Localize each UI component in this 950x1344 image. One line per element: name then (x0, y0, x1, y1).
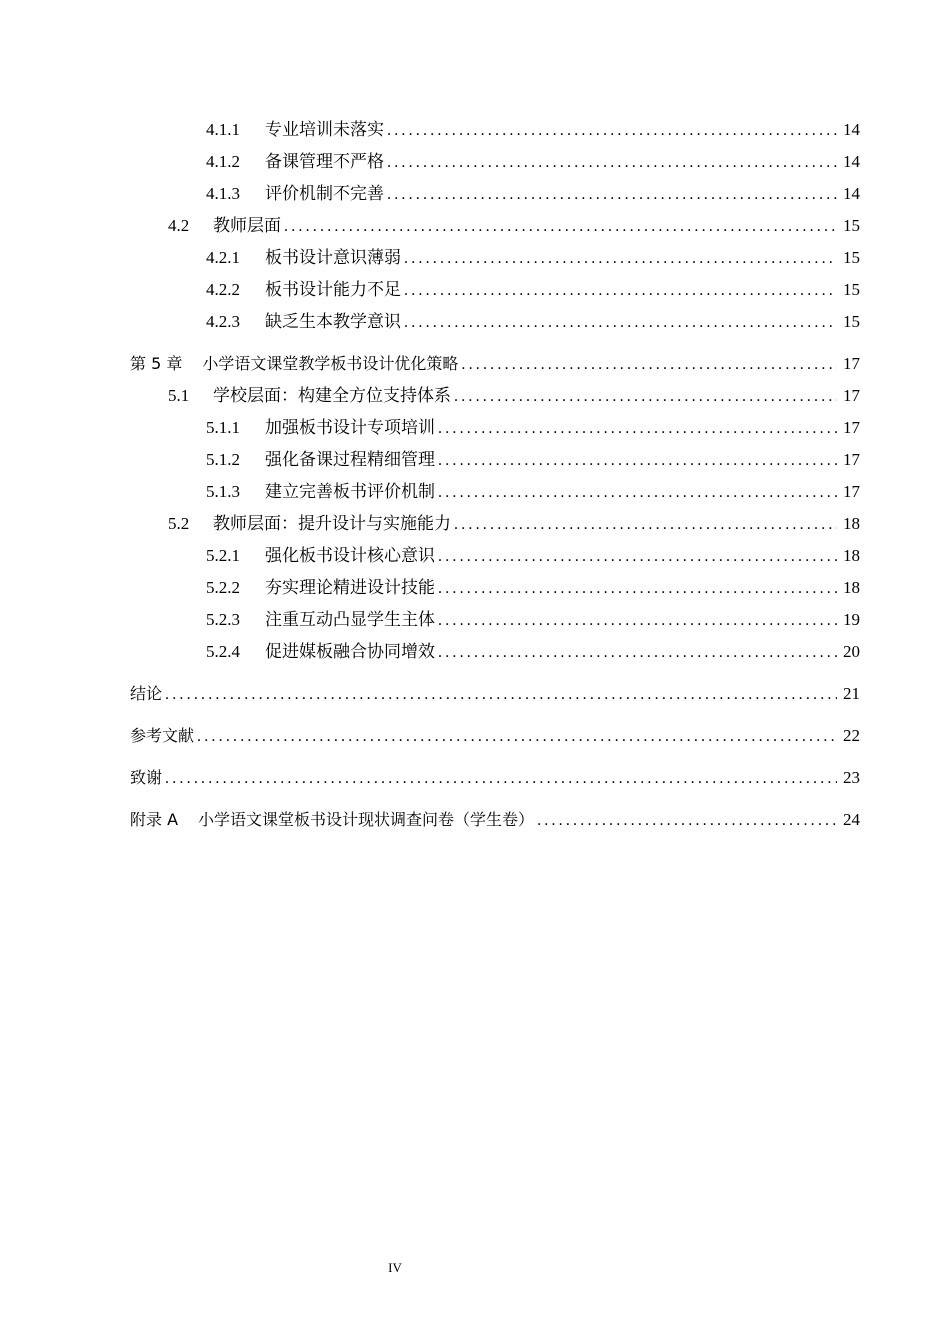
toc-page-number: 17 (843, 450, 860, 469)
dot-leader (165, 763, 837, 795)
dot-leader (461, 349, 837, 381)
toc-entry[interactable] (130, 572, 860, 604)
toc-number: 5.1.1 (206, 418, 240, 437)
toc-page-number: 19 (843, 610, 860, 629)
toc-entry[interactable] (130, 242, 860, 274)
toc-page-number: 17 (843, 354, 860, 373)
dot-leader (537, 805, 837, 837)
dot-leader (438, 445, 837, 477)
toc-number: 5.2.1 (206, 546, 240, 565)
toc-number: 第 5 章 (130, 354, 183, 373)
toc-title: 促进媒板融合协同增效 (265, 642, 435, 661)
toc-entry[interactable] (130, 306, 860, 338)
toc-title: 参考文献 (130, 726, 195, 745)
toc-number: 4.1.3 (206, 184, 240, 203)
toc-chapter-entry[interactable] (130, 762, 860, 794)
dot-leader (438, 605, 837, 637)
toc-entry[interactable] (130, 444, 860, 476)
toc-number: 5.2.3 (206, 610, 240, 629)
toc-entry[interactable] (130, 146, 860, 178)
toc-page-number: 14 (843, 120, 860, 139)
dot-leader (387, 115, 837, 147)
toc-title: 加强板书设计专项培训 (265, 418, 435, 437)
dot-leader (438, 637, 837, 669)
toc-entry[interactable] (130, 604, 860, 636)
toc-entry[interactable] (130, 210, 860, 242)
toc-title: 教师层面：提升设计与实施能力 (213, 514, 451, 533)
toc-chapter-entry[interactable] (130, 720, 860, 752)
toc-entry[interactable] (130, 508, 860, 540)
toc-chapter-entry[interactable] (130, 804, 860, 836)
dot-leader (438, 541, 837, 573)
dot-leader (197, 721, 837, 753)
toc-page-number: 14 (843, 184, 860, 203)
dot-leader (165, 679, 837, 711)
toc-number: 5.2.4 (206, 642, 240, 661)
dot-leader (454, 381, 837, 413)
toc-number: 5.1.2 (206, 450, 240, 469)
toc-number: 4.2 (168, 216, 190, 235)
toc-number: 4.2.1 (206, 248, 240, 267)
toc-entry[interactable] (130, 380, 860, 412)
toc-entry[interactable] (130, 178, 860, 210)
dot-leader (387, 147, 837, 179)
toc-entry[interactable] (130, 476, 860, 508)
toc-page-number: 18 (843, 546, 860, 565)
toc-page-number: 21 (843, 684, 860, 703)
toc-number: 5.2 (168, 514, 190, 533)
toc-title: 缺乏生本教学意识 (265, 312, 401, 331)
dot-leader (438, 413, 837, 445)
dot-leader (404, 307, 837, 339)
toc-title: 专业培训未落实 (265, 120, 384, 139)
toc-page-number: 17 (843, 418, 860, 437)
toc-number: 4.1.2 (206, 152, 240, 171)
toc-entry[interactable] (130, 636, 860, 668)
dot-leader (404, 275, 837, 307)
page-footer-number: IV (388, 1260, 402, 1275)
toc-number: 4.1.1 (206, 120, 240, 139)
toc-entry[interactable] (130, 412, 860, 444)
toc-page-number: 18 (843, 578, 860, 597)
toc-page-number: 15 (843, 312, 860, 331)
dot-leader (454, 509, 837, 541)
toc-title: 评价机制不完善 (265, 184, 384, 203)
toc-title: 夯实理论精进设计技能 (265, 578, 435, 597)
dot-leader (438, 573, 837, 605)
dot-leader (404, 243, 837, 275)
toc-entry[interactable] (130, 540, 860, 572)
toc-title: 学校层面：构建全方位支持体系 (213, 386, 451, 405)
toc-page-number: 18 (843, 514, 860, 533)
toc-number: 4.2.3 (206, 312, 240, 331)
toc-title: 结论 (130, 684, 163, 703)
toc-title: 小学语文课堂板书设计现状调查问卷（学生卷） (198, 810, 535, 829)
toc-title: 板书设计意识薄弱 (265, 248, 401, 267)
toc-page-number: 20 (843, 642, 860, 661)
toc-page-number: 23 (843, 768, 860, 787)
dot-leader (387, 179, 837, 211)
toc-page-number: 15 (843, 248, 860, 267)
toc-title: 注重互动凸显学生主体 (265, 610, 435, 629)
toc-number: 附录 A (130, 810, 179, 829)
toc-title: 强化板书设计核心意识 (265, 546, 435, 565)
toc-number: 5.2.2 (206, 578, 240, 597)
toc-title: 建立完善板书评价机制 (265, 482, 435, 501)
toc-title: 致谢 (130, 768, 163, 787)
toc-page-number: 17 (843, 386, 860, 405)
toc-title: 板书设计能力不足 (265, 280, 401, 299)
toc-entry[interactable] (130, 114, 860, 146)
toc-chapter-entry[interactable] (130, 348, 860, 380)
dot-leader (438, 477, 837, 509)
toc-title: 小学语文课堂教学板书设计优化策略 (202, 354, 459, 373)
toc-number: 5.1 (168, 386, 190, 405)
toc-entry[interactable] (130, 274, 860, 306)
toc-chapter-entry[interactable] (130, 678, 860, 710)
toc-number: 5.1.3 (206, 482, 240, 501)
toc-page-number: 22 (843, 726, 860, 745)
toc-title: 强化备课过程精细管理 (265, 450, 435, 469)
toc-title: 教师层面 (213, 216, 281, 235)
toc-number: 4.2.2 (206, 280, 240, 299)
dot-leader (284, 211, 837, 243)
toc-page-number: 15 (843, 216, 860, 235)
toc-page-number: 17 (843, 482, 860, 501)
table-of-contents (130, 114, 860, 836)
toc-title: 备课管理不严格 (265, 152, 384, 171)
toc-page-number: 15 (843, 280, 860, 299)
toc-page-number: 14 (843, 152, 860, 171)
toc-page-number: 24 (843, 810, 860, 829)
